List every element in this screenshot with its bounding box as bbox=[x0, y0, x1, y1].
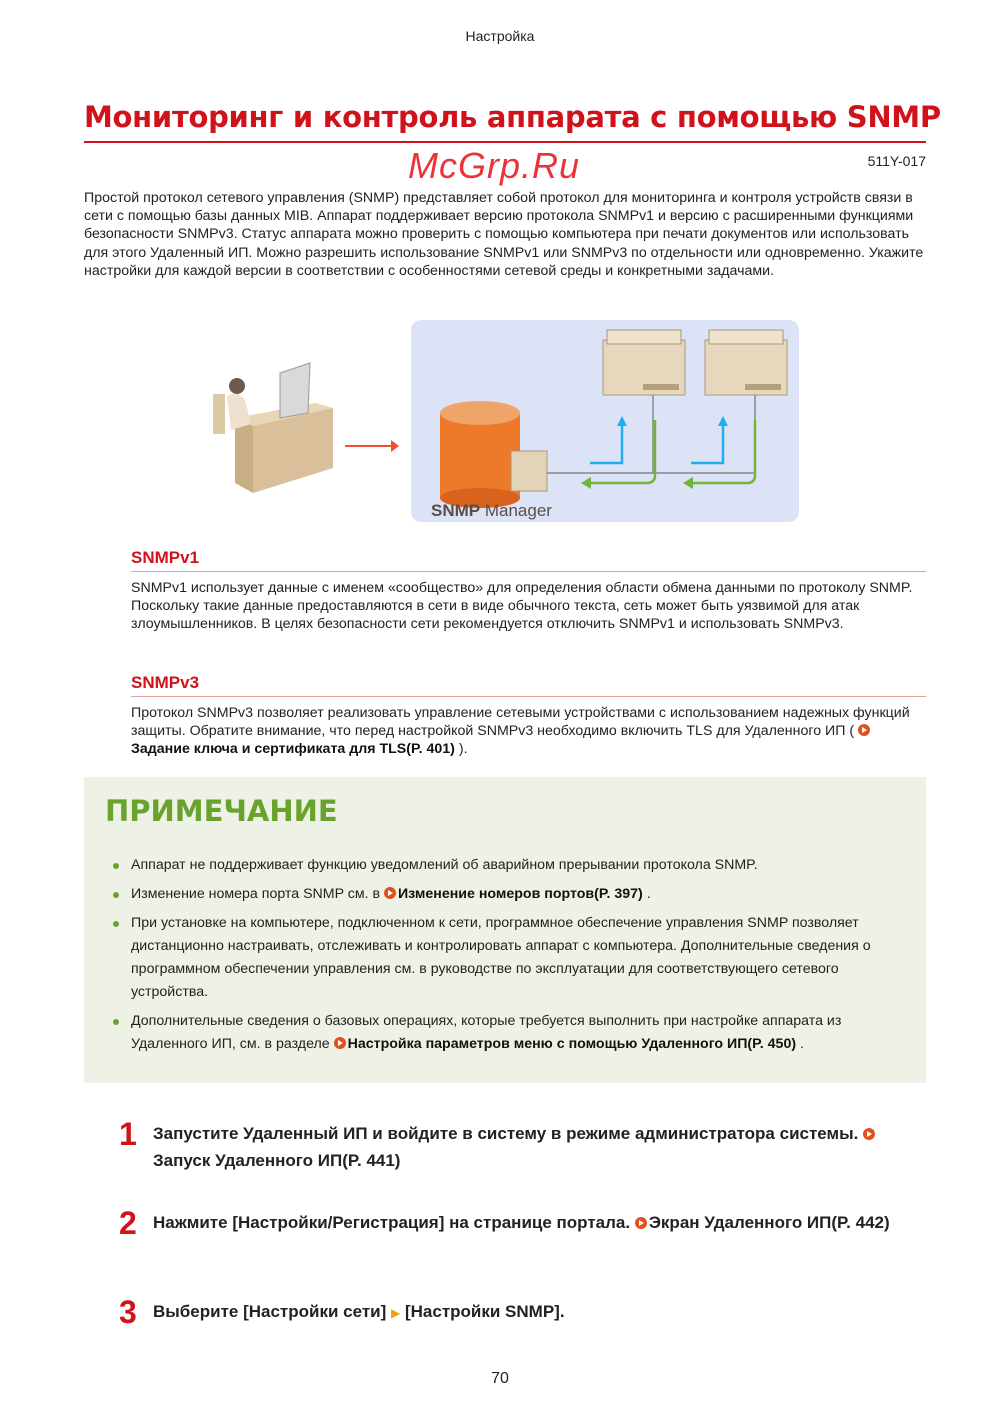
step-number: 2 bbox=[119, 1205, 137, 1241]
snmpv3-after: ). bbox=[454, 741, 468, 758]
page-title: Мониторинг и контроль аппарата с помощью SNMP bbox=[84, 100, 941, 134]
step-number: 1 bbox=[119, 1116, 137, 1152]
note-item-text: Аппарат не поддерживает функцию уведомлений об аварийном прерывании протокола SNMP. bbox=[131, 857, 758, 873]
snmpv3-heading: SNMPv3 bbox=[131, 673, 200, 692]
note-item-text: Дополнительные сведения о базовых операциях, которые требуется выполнить при настройке аппарата из Удаленного ИП, см. в разделе bbox=[131, 1013, 842, 1052]
link-arrow-icon bbox=[863, 1128, 875, 1140]
running-header: Настройка bbox=[465, 28, 535, 44]
red-arrow-icon bbox=[345, 440, 399, 452]
watermark: McGrp.Ru bbox=[408, 145, 581, 186]
note-item bbox=[131, 912, 901, 1004]
ports-link[interactable]: Изменение номеров портов(P. 397) bbox=[397, 886, 643, 902]
note-item bbox=[131, 854, 901, 877]
link-arrow-icon bbox=[384, 887, 396, 899]
step-number: 3 bbox=[119, 1294, 137, 1330]
note-heading: ПРИМЕЧАНИЕ bbox=[105, 794, 338, 828]
note-box bbox=[84, 777, 926, 1083]
printer-icon bbox=[603, 330, 685, 395]
intro-paragraph: Простой протокол сетевого управления (SNMP) представляет собой протокол для мониторинга и контроля устройств связи в сети с помощью базы данных MIB. Аппарат поддерживает версию протокола SNMPv1 и версию с расширенными функциями безопасности SNMPv3. Статус аппарата можно проверить с помощью компьютера при печати документов или использовать для этого Удаленный ИП. Можно разрешить использование SNMPv1 или SNMPv3 по отдельности или одновременно. Укажите настройки для каждой версии в соответствии с особенностями сетевой среды и конкретными задачами. bbox=[84, 190, 924, 279]
snmpv1-heading: SNMPv1 bbox=[131, 548, 200, 567]
step-instruction-2: [Настройки SNMP]. bbox=[400, 1302, 565, 1321]
tls-link[interactable]: Задание ключа и сертификата для TLS(P. 401) bbox=[131, 741, 455, 758]
note-item bbox=[131, 1010, 901, 1056]
remote-ui-menu-link[interactable]: Настройка параметров меню с помощью Удаленного ИП(P. 450) bbox=[347, 1036, 797, 1052]
note-item-after: . bbox=[796, 1036, 804, 1052]
link-arrow-icon bbox=[858, 724, 870, 736]
note-item-text: При установке на компьютере, подключенном к сети, программное обеспечение управления SNMP позволяет дистанционно настраивать, отслеживать и контролировать аппарат с компьютера. Дополнительные сведения о программном обеспечении управления см. в руководстве по эксплуатации для соответствующего сетевого устройства. bbox=[131, 915, 871, 1000]
snmpv1-divider bbox=[131, 571, 926, 572]
step-text bbox=[153, 1209, 928, 1236]
snmpv1-text: SNMPv1 использует данные с именем «сообщество» для определения области обмена данными по протоколу SNMP. Поскольку такие данные предоставляются в сети в виде обычного текста, сеть может быть уязвимой для атак злоумышленников. В целях безопасности сети рекомендуется отключить SNMPv1 и использовать SNMPv3. bbox=[131, 580, 913, 633]
snmpv3-body: Протокол SNMPv3 позволяет реализовать управление сетевыми устройствами с использованием надежных функций защиты. Обратите внимание, что перед настройкой SNMPv3 необходимо включить TLS для Удаленного ИП ( bbox=[131, 705, 910, 740]
note-item-after: . bbox=[642, 886, 651, 902]
step-text bbox=[153, 1298, 928, 1327]
note-item bbox=[131, 883, 901, 906]
page-number: 70 bbox=[491, 1370, 509, 1387]
user-at-computer-illustration bbox=[213, 363, 333, 493]
snmp-diagram bbox=[205, 318, 805, 524]
step-instruction: Выберите [Настройки сети] bbox=[153, 1302, 392, 1321]
doc-code: 511Y-017 bbox=[867, 153, 926, 169]
title-divider bbox=[84, 141, 926, 143]
link-arrow-icon bbox=[334, 1037, 346, 1049]
step-instruction: Запустите Удаленный ИП и войдите в систему в режиме администратора системы. bbox=[153, 1124, 864, 1143]
figure-label-bold: SNMP bbox=[431, 501, 481, 520]
triangle-right-icon: ▶ bbox=[391, 1306, 401, 1320]
start-remote-ui-link[interactable]: Запуск Удаленного ИП(P. 441) bbox=[153, 1151, 401, 1170]
link-arrow-icon bbox=[635, 1217, 647, 1229]
figure-label-rest: Manager bbox=[484, 501, 552, 520]
step-instruction: Нажмите [Настройки/Регистрация] на странице портала. bbox=[153, 1213, 635, 1232]
note-item-text: Изменение номера порта SNMP см. в bbox=[131, 886, 384, 902]
step-text bbox=[153, 1120, 928, 1174]
remote-ui-screen-link[interactable]: Экран Удаленного ИП(P. 442) bbox=[648, 1213, 890, 1232]
printer-icon bbox=[705, 330, 787, 395]
snmpv3-divider bbox=[131, 696, 926, 697]
svg-text:SNMP Manager bbox=[431, 501, 552, 520]
snmpv3-text bbox=[131, 704, 921, 759]
